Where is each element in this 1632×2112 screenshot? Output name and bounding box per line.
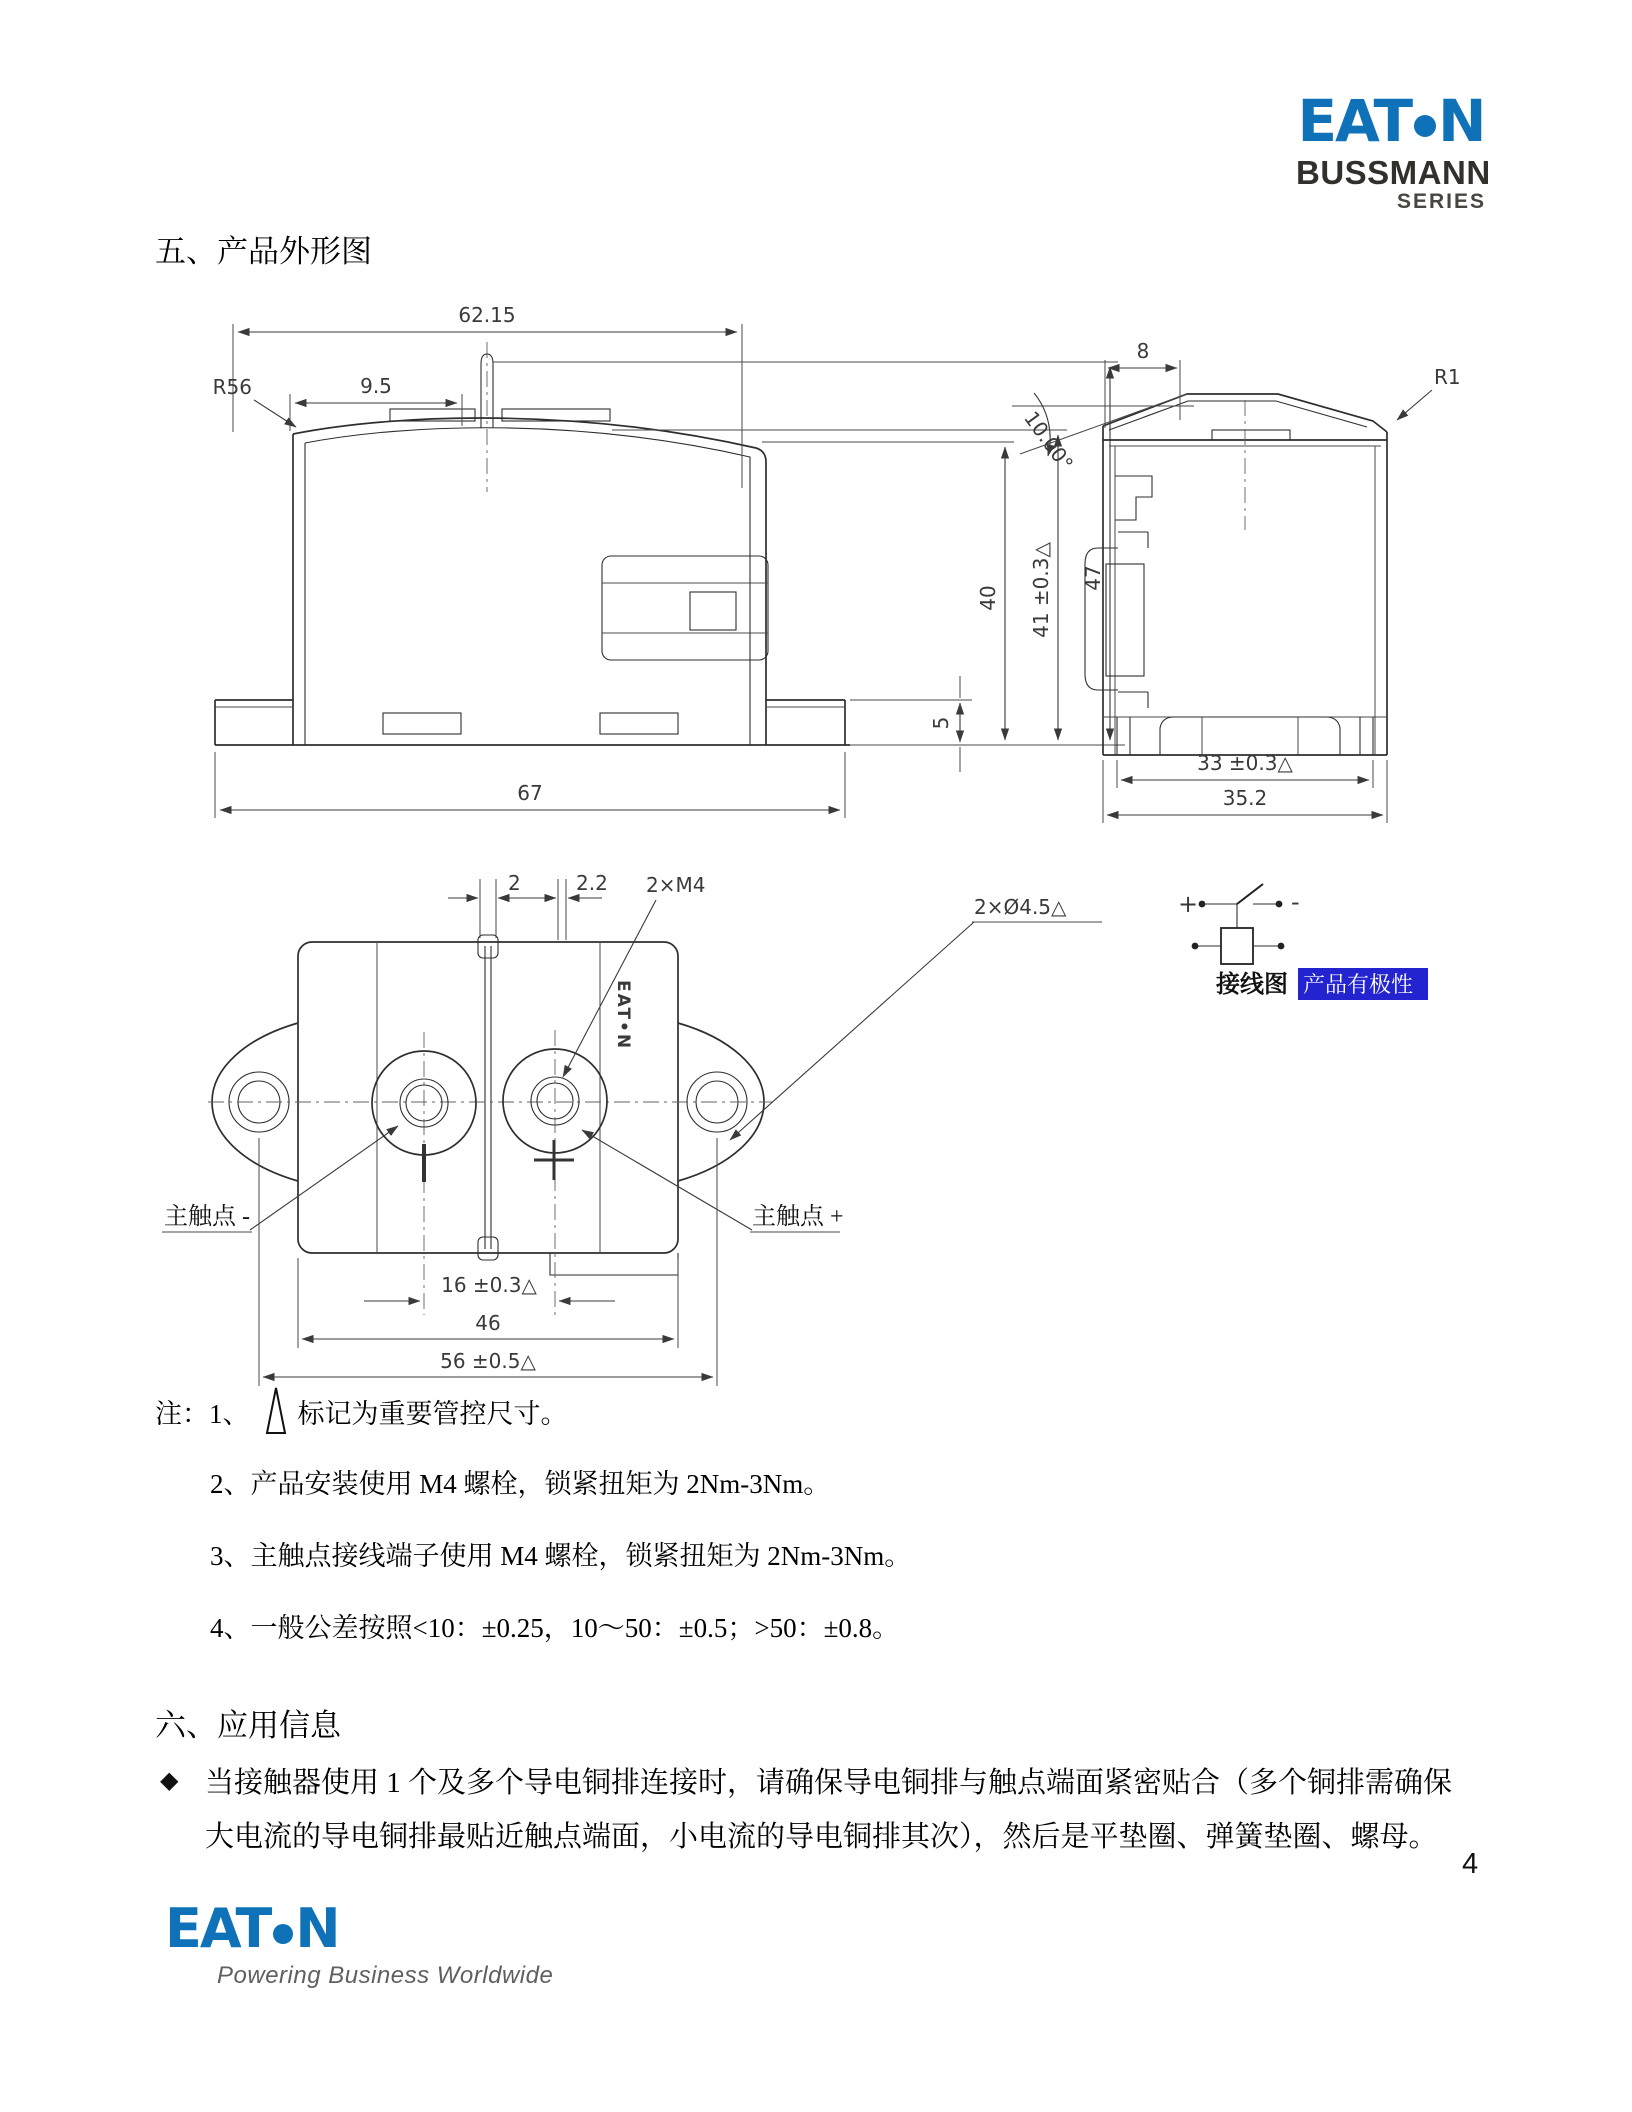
wiring-minus: - [1291, 888, 1300, 916]
outline-drawing [150, 280, 1550, 1400]
eaton-logo-text: EAT [1297, 87, 1412, 155]
bullet-diamond-icon: ◆ [160, 1768, 179, 1794]
dim-front-bottom-width: 67 [517, 781, 543, 805]
label-hole-45: 2×Ø4.5△ [974, 895, 1067, 919]
wiring-plus: + [1178, 890, 1199, 918]
dim-bottom-22: 2.2 [576, 871, 608, 895]
dim-bottom-pitch: 16 ±0.3△ [441, 1273, 537, 1297]
dim-front-radius: R56 [212, 375, 252, 399]
bottom-view [162, 871, 1102, 1386]
page-number: 4 [1462, 1848, 1479, 1880]
dim-side-radius: R1 [1434, 365, 1461, 389]
bussmann-wordmark: BUSSMANN [1296, 154, 1491, 191]
footer-eaton-text: EAT [165, 1897, 271, 1960]
wiring-diagram [1178, 884, 1428, 1000]
dim-bottom-56: 56 ±0.5△ [440, 1349, 536, 1373]
dim-side-angle: 10.00° [1019, 406, 1079, 476]
note-4: 4、一般公差按照<10：±0.25，10～50：±0.5；>50：±0.8。 [210, 1613, 900, 1643]
footer-brand [165, 1897, 554, 1990]
dim-side-top: 8 [1136, 339, 1150, 363]
eaton-logo [1296, 87, 1486, 155]
section-title-outline: 五、产品外形图 [155, 234, 372, 269]
footer-tagline: Powering Business Worldwide [217, 1962, 554, 1989]
label-thread-m4: 2×M4 [646, 873, 706, 897]
important-dimension-triangle-icon [264, 1386, 288, 1436]
footer-eaton-logo [165, 1897, 553, 1960]
series-wordmark: SERIES [1396, 189, 1486, 213]
dim-front-h41: 41 ±0.3△ [1029, 542, 1053, 638]
application-line-2: 大电流的导电铜排最贴近触点端面，小电流的导电铜排其次），然后是平垫圈、弹簧垫圈、螺母。 [205, 1821, 1438, 1853]
note-1-lead: 注：1、 [155, 1398, 250, 1429]
note-1-text: 标记为重要管控尺寸。 [297, 1398, 568, 1429]
footer-eaton-dot-icon [273, 1924, 293, 1944]
footer-eaton-text-n: N [295, 1897, 339, 1960]
dim-front-foot: 5 [929, 716, 953, 730]
label-main-contact-pos: 主触点 + [752, 1204, 844, 1230]
coil-symbol [1221, 928, 1253, 964]
dim-front-h47: 47 [1081, 565, 1105, 591]
eaton-mark-on-part: EAT•N [613, 980, 633, 1051]
dim-side-w33: 33 ±0.3△ [1197, 751, 1293, 775]
wiring-caption: 接线图 [1216, 972, 1288, 998]
dim-bottom-46: 46 [475, 1311, 501, 1335]
label-main-contact-neg: 主触点 - [164, 1204, 250, 1230]
section-title-application: 六、应用信息 [155, 1708, 341, 1743]
note-3: 3、主触点接线端子使用 M4 螺栓，锁紧扭矩为 2Nm-3Nm。 [210, 1541, 912, 1571]
dim-front-h40: 40 [976, 585, 1000, 611]
dim-front-pad-offset: 9.5 [360, 374, 392, 398]
dim-side-w35: 35.2 [1222, 786, 1268, 810]
dim-front-top-width: 62.15 [458, 303, 516, 327]
polarity-note: 产品有极性 [1303, 972, 1414, 997]
eaton-logo-text-n: N [1438, 87, 1485, 155]
note-2: 2、产品安装使用 M4 螺栓，锁紧扭矩为 2Nm-3Nm。 [210, 1469, 831, 1499]
header-brand [1296, 87, 1491, 213]
application-line-1: 当接触器使用 1 个及多个导电铜排连接时，请确保导电铜排与触点端面紧密贴合（多个铜排需确保 [205, 1767, 1453, 1799]
side-view [1012, 339, 1461, 823]
front-view [213, 303, 1125, 818]
eaton-logo-dot-icon [1414, 115, 1436, 137]
note-1 [155, 1386, 568, 1436]
dim-bottom-2: 2 [508, 871, 521, 895]
